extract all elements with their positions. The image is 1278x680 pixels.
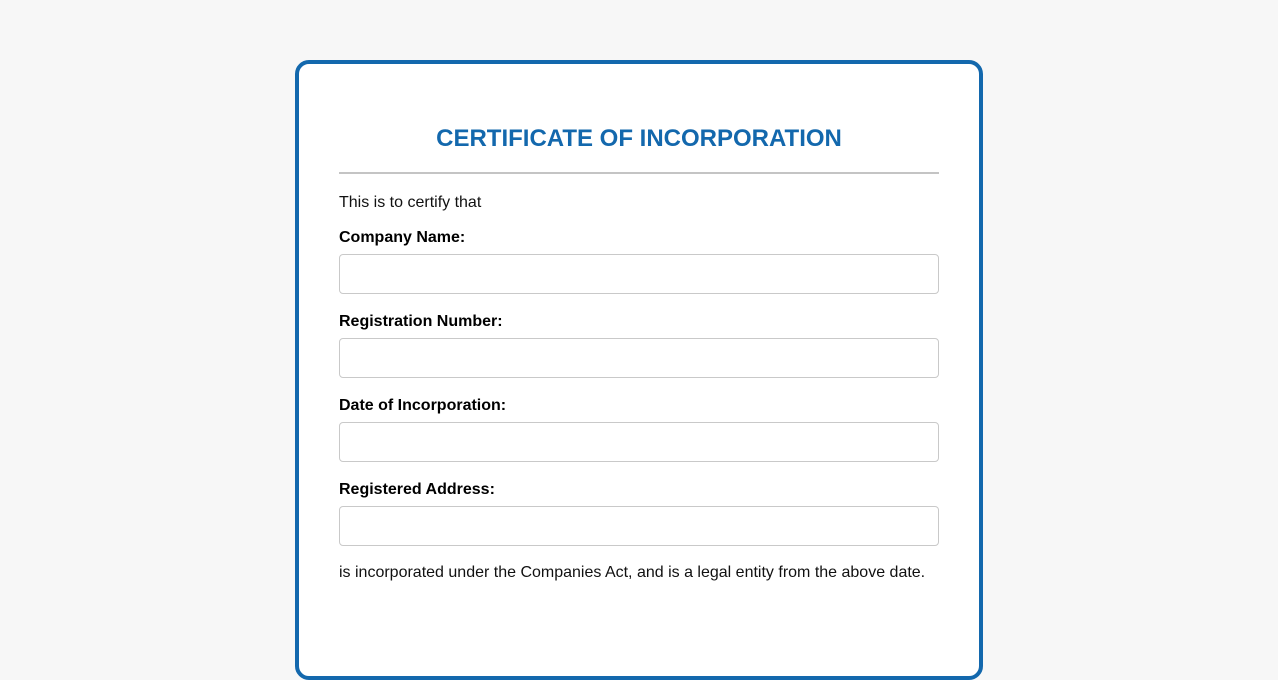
registered-address-input[interactable] bbox=[339, 506, 939, 546]
title-divider bbox=[339, 172, 939, 174]
closing-text: is incorporated under the Companies Act, and is a legal entity from the above date. bbox=[339, 564, 926, 581]
registration-number-input[interactable] bbox=[339, 338, 939, 378]
date-of-incorporation-input[interactable] bbox=[339, 422, 939, 462]
registered-address-label: Registered Address: bbox=[339, 481, 495, 498]
registration-number-label: Registration Number: bbox=[339, 313, 503, 330]
certificate-card bbox=[295, 60, 983, 680]
date-of-incorporation-label: Date of Incorporation: bbox=[339, 397, 507, 414]
company-name-label: Company Name: bbox=[339, 229, 466, 246]
intro-text: This is to certify that bbox=[339, 194, 482, 211]
company-name-input[interactable] bbox=[339, 254, 939, 294]
certificate-title: CERTIFICATE OF INCORPORATION bbox=[436, 125, 842, 152]
